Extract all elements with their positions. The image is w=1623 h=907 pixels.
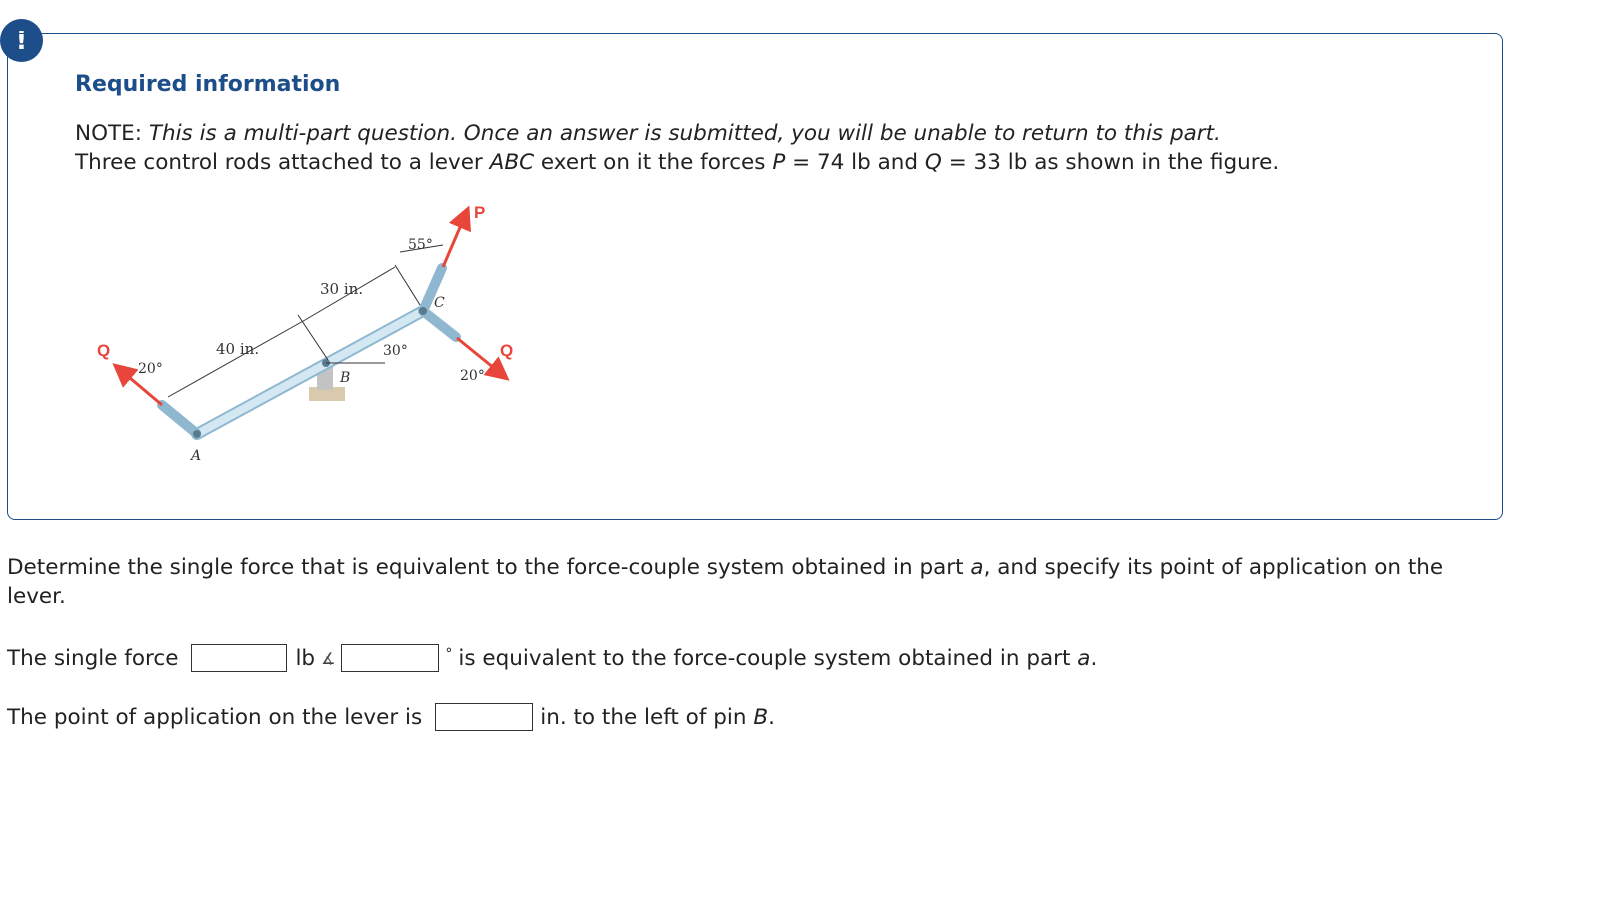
single-force-suffix: [458, 646, 1097, 671]
application-point-suffix-text: in. to the left of pin: [540, 704, 754, 730]
dim-40-label: 40 in.: [216, 340, 260, 358]
dim-30-label: 30 in.: [320, 280, 364, 298]
required-info-title: Required information: [75, 72, 341, 97]
statement-text: = 74 lb and: [785, 150, 925, 175]
label-q-right: Q: [500, 341, 514, 360]
dim-ext-b: [298, 315, 328, 360]
rod-a: [162, 405, 196, 433]
label-q-left: Q: [97, 341, 111, 360]
single-force-suffix-dot: .: [1090, 645, 1098, 671]
label-b: B: [340, 370, 351, 386]
problem-statement: [75, 119, 1279, 177]
statement-line: [75, 148, 1279, 177]
rod-c-right: [423, 311, 456, 337]
exclamation-icon: !: [0, 19, 43, 62]
single-force-suffix-text: is equivalent to the force-couple system obtained in part: [458, 645, 1078, 671]
lever-highlight: [197, 311, 423, 434]
application-point-line: [7, 703, 775, 731]
question-part: , and specify its point of application on the lever.: [7, 555, 1444, 609]
question-part: Determine the single force that is equivalent to the force-couple system obtained in part: [7, 555, 971, 580]
question-text: [7, 553, 1507, 611]
force-magnitude-input[interactable]: [191, 644, 287, 672]
application-point-input[interactable]: [435, 703, 533, 731]
angle-20-right: 20°: [460, 368, 485, 384]
single-force-line: [7, 644, 1097, 672]
force-unit: lb: [295, 645, 316, 671]
statement-text: Three control rods attached to a lever: [75, 150, 490, 175]
angle-20-left: 20°: [138, 361, 163, 377]
force-angle-input[interactable]: [341, 644, 439, 672]
application-point-suffix: [540, 705, 775, 730]
pin-a: [193, 430, 201, 438]
angle-icon: ∡: [321, 648, 336, 668]
pin-c: [419, 307, 427, 315]
statement-text: exert on it the forces: [534, 150, 773, 175]
label-p: P: [474, 203, 486, 222]
single-force-label: The single force: [7, 645, 179, 671]
application-point-label: The point of application on the lever is: [7, 704, 423, 730]
note-line: [75, 119, 1279, 148]
statement-abc: ABC: [489, 150, 535, 175]
statement-text: = 33 lb as shown in the figure.: [941, 150, 1280, 175]
angle-30: 30°: [383, 343, 408, 359]
angle-55: 55°: [408, 237, 433, 253]
label-a: A: [191, 448, 202, 464]
statement-p: P: [772, 150, 786, 175]
note-label: NOTE:: [75, 121, 142, 146]
application-point-suffix-dot: .: [768, 704, 775, 730]
single-force-suffix-a: a: [1077, 645, 1091, 671]
lever-figure: [95, 195, 525, 475]
label-c: C: [434, 295, 445, 311]
dim-ext-c: [395, 265, 420, 305]
application-point-suffix-b: B: [753, 704, 769, 730]
statement-q: Q: [924, 150, 942, 175]
question-part-a: a: [970, 555, 984, 580]
force-p-arrow: [443, 211, 467, 267]
note-text: This is a multi-part question. Once an answer is submitted, you will be unable to return to this part.: [148, 121, 1221, 146]
degree-symbol: °: [445, 646, 453, 662]
